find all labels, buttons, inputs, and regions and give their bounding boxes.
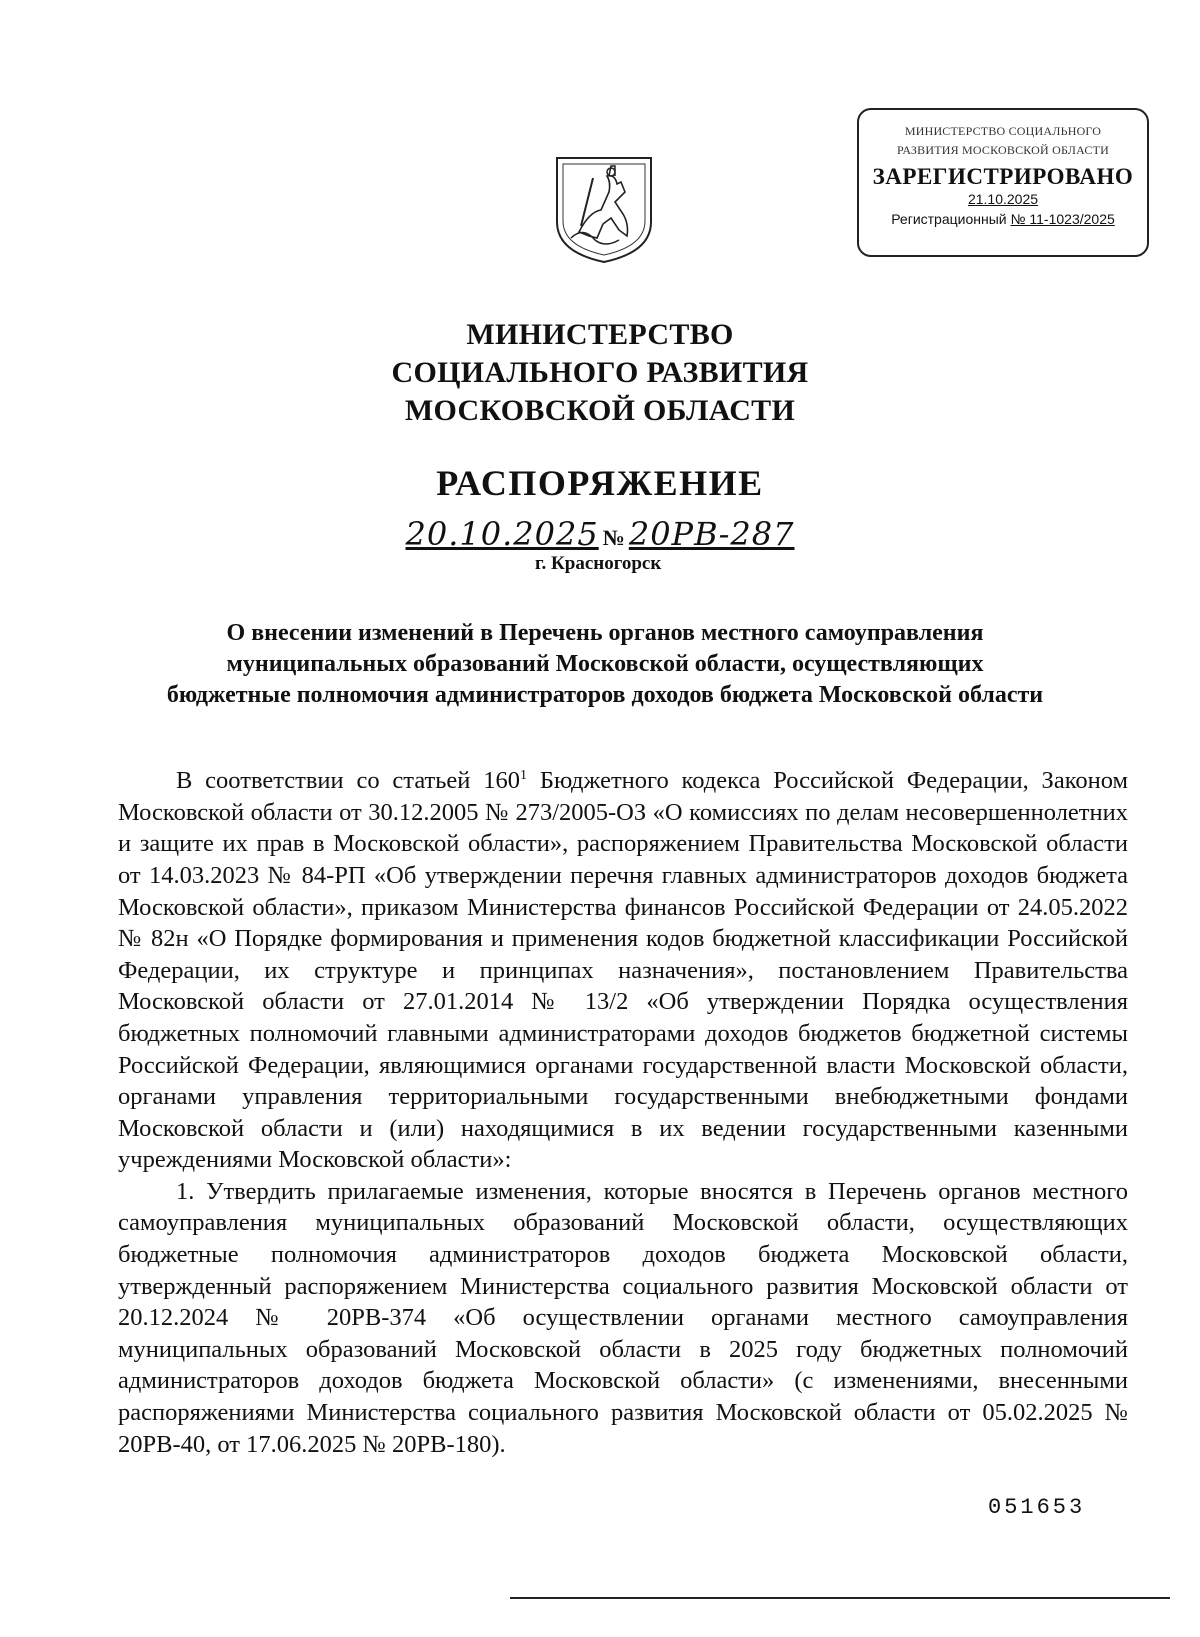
registration-stamp: [857, 108, 1149, 257]
document-date-number: [0, 515, 1200, 553]
stamp-date: 21.10.2025: [967, 191, 1039, 207]
stamp-number: Регистрационный № 11-1023/2025: [891, 211, 1115, 227]
handwritten-date: 20.10.2025: [405, 515, 599, 553]
paragraph-preamble: В соответствии со статьей $160^1$ Бюджетного кодекса Российской Федерации, Законом Московской области от 30.12.2005 № 273/2005-ОЗ «О комиссиях по делам несовершеннолетних и защите их прав в Московской области», распоряжением Правительства Московской области от 14.03.2023 № 84-РП «Об утверждении перечня главных администраторов доходов бюджета Московской области», приказом Министерства финансов Российской Федерации от 24.05.2022 № 82н «О Порядке формирования и применения кодов бюджетной классификации Российской Федерации, их структуре и принципах назначения», постановлением Правительства Московской области от 27.01.2014 № 13/2 «Об утверждении Порядка осуществления бюджетных полномочий главными администраторами доходов бюджетов бюджетной системы Российской Федерации, являющимися органами государственной власти Московской области, органами управления территориальными государственными внебюджетными фондами Московской области и (или) находящимися в их ведении государственными казенными учреждениями Московской области»:: [118, 767, 1128, 1174]
serial-number: 051653: [988, 1495, 1086, 1520]
moscow-region-coat-of-arms-icon: [549, 152, 659, 264]
document-subject: О внесении изменений в Перечень органов местного самоуправления муниципальных образований Московской области, осуществляющих бюджетные полномочия администраторов доходов бюджета Московской области: [166, 620, 1044, 708]
stamp-organization: МИНИСТЕРСТВО СОЦИАЛЬНОГО РАЗВИТИЯ МОСКОВСКОЙ ОБЛАСТИ: [897, 124, 1109, 157]
footer-divider: [510, 1597, 1170, 1599]
document-body: [118, 760, 1128, 1460]
paragraph-item-1: 1. Утвердить прилагаемые изменения, которые вносятся в Перечень органов местного самоуправления муниципальных образований Московской области, осуществляющих бюджетные полномочия администраторов доходов бюджета Московской области, утвержденный распоряжением Министерства социального развития Московской области от 20.12.2024 № 20РВ-374 «Об осуществлении органами местного самоуправления муниципальных образований Московской области в 2025 году бюджетных полномочий администраторов доходов бюджета Московской области» (с изменениями, внесенными распоряжениями Министерства социального развития Московской области от 05.02.2025 № 20РВ-40, от 17.06.2025 № 20РВ-180).: [118, 1177, 1128, 1458]
city: г. Красногорск: [535, 553, 662, 574]
number-sign: №: [602, 525, 625, 550]
document-type: РАСПОРЯЖЕНИЕ: [436, 463, 764, 503]
stamp-status: ЗАРЕГИСТРИРОВАНО: [872, 164, 1134, 189]
handwritten-number: 20РВ-287: [628, 515, 795, 553]
ministry-title: МИНИСТЕРСТВО СОЦИАЛЬНОГО РАЗВИТИЯ МОСКОВСКОЙ ОБЛАСТИ: [391, 318, 809, 427]
